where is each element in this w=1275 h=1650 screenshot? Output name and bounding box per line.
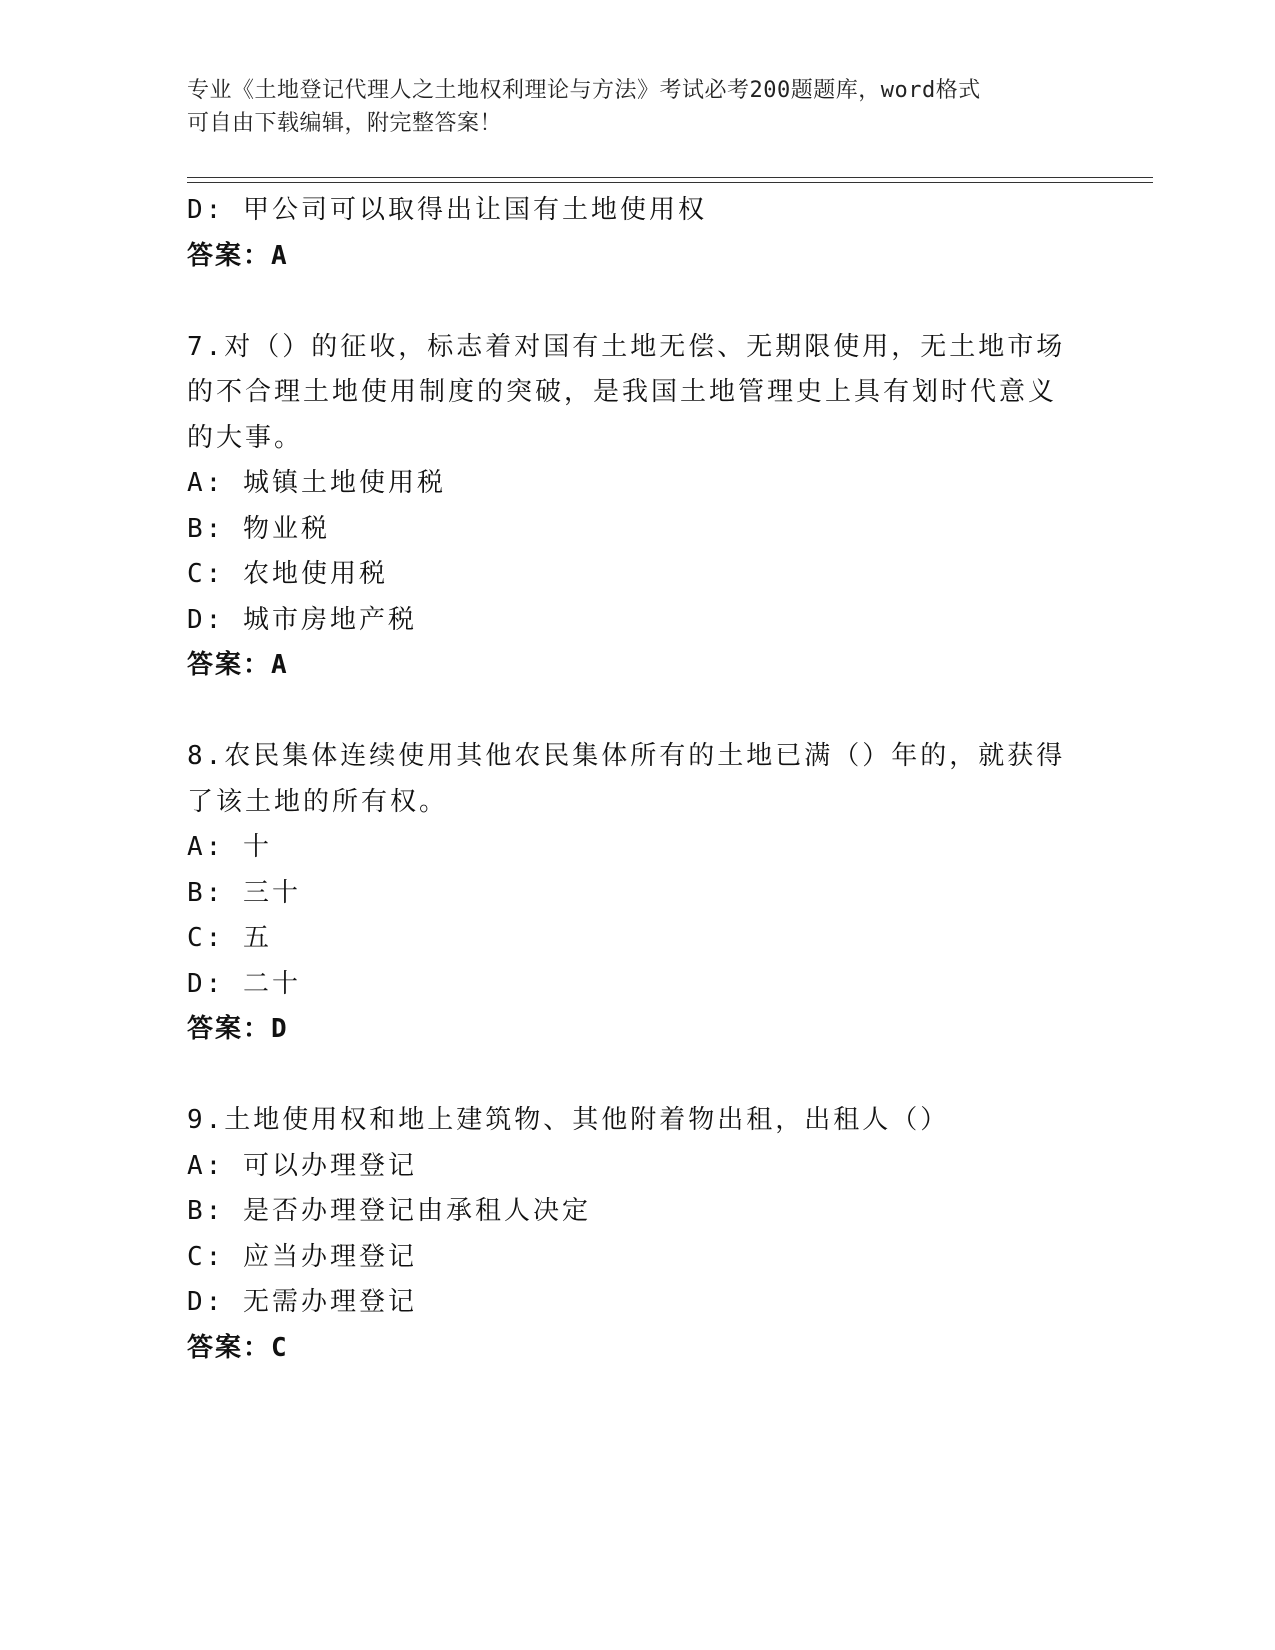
question-block-prev (187, 188, 1067, 279)
question-stem-line: 8.农民集体连续使用其他农民集体所有的土地已满（）年的，就获得 (187, 741, 1066, 771)
answer-line: 答案：A (187, 650, 289, 680)
spacer (187, 1053, 1067, 1099)
option-d: D: 城市房地产税 (187, 604, 417, 635)
answer-line: 答案：A (187, 240, 289, 271)
spacer (187, 279, 1067, 325)
question-stem-line: 7.对（）的征收，标志着对国有土地无偿、无期限使用，无土地市场 (187, 331, 1066, 362)
header-divider-top (187, 177, 1153, 178)
question-stem-line: 9.土地使用权和地上建筑物、其他附着物出租，出租人（） (187, 1105, 950, 1135)
header-title-line-2: 可自由下载编辑，附完整答案！ (187, 111, 503, 136)
option-a: A: 可以办理登记 (187, 1150, 417, 1181)
question-content (187, 188, 1067, 1371)
option-c: C: 应当办理登记 (187, 1241, 417, 1272)
option-d: D: 无需办理登记 (187, 1287, 417, 1317)
option-b: B: 物业税 (187, 513, 330, 544)
answer-line: 答案：C (187, 1332, 289, 1363)
option-a: A: 城镇土地使用税 (187, 468, 446, 498)
question-stem-line: 了该土地的所有权。 (187, 786, 449, 817)
question-block-8 (187, 734, 1067, 1053)
question-stem-line: 的不合理土地使用制度的突破，是我国土地管理史上具有划时代意义 (187, 377, 1058, 407)
option-c: C: 农地使用税 (187, 559, 388, 589)
question-block-7 (187, 325, 1067, 689)
spacer (187, 689, 1067, 735)
option-c: C: 五 (187, 923, 272, 953)
option-a: A: 十 (187, 832, 272, 862)
header-title-line-1: 专业《土地登记代理人之土地权利理论与方法》考试必考200题题库，word格式 (187, 78, 981, 103)
option-d: D: 甲公司可以取得出让国有土地使用权 (187, 195, 707, 225)
option-d: D: 二十 (187, 968, 301, 999)
option-b: B: 三十 (187, 877, 301, 908)
answer-line: 答案：D (187, 1014, 289, 1044)
option-b: B: 是否办理登记由承租人决定 (187, 1196, 591, 1226)
page-header (187, 74, 1087, 140)
header-divider-bottom (187, 182, 1153, 183)
question-stem-line: 的大事。 (187, 422, 304, 453)
question-block-9 (187, 1098, 1067, 1371)
